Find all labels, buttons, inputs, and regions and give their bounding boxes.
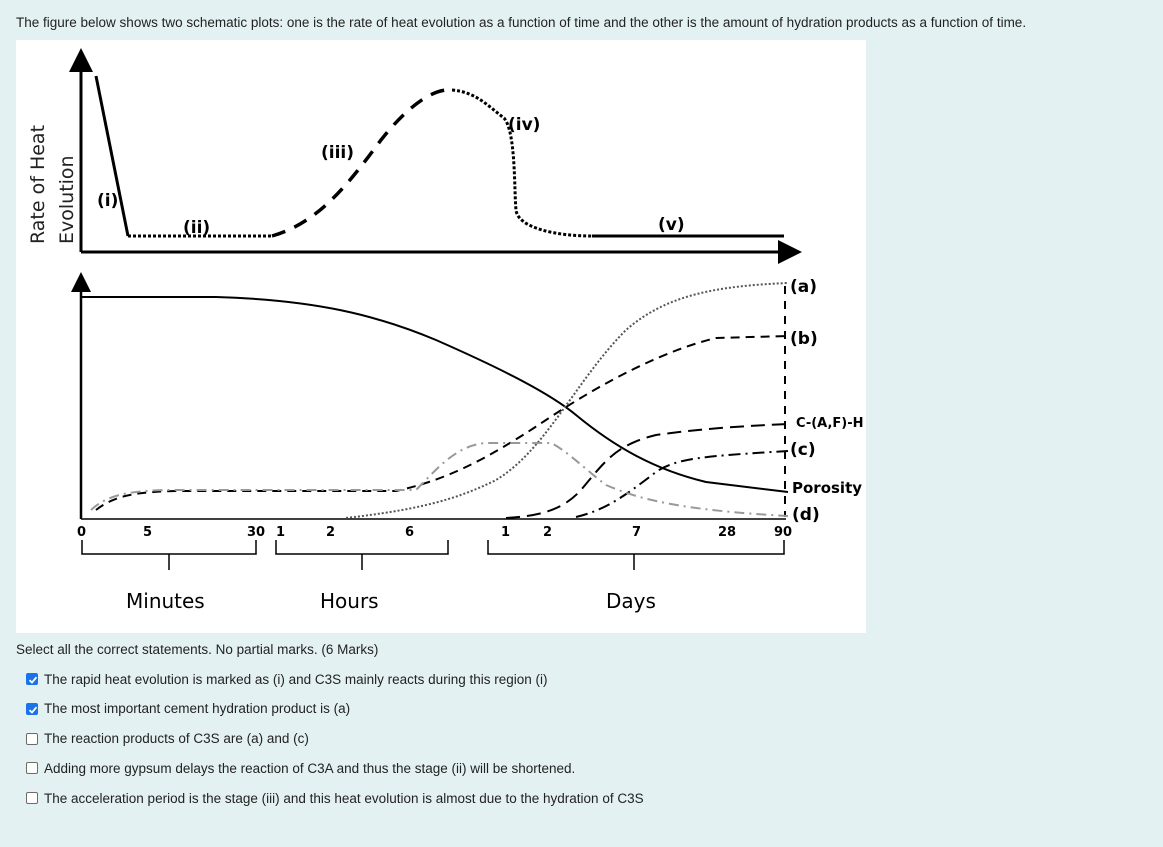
hydration-figure <box>16 40 866 633</box>
curve-c <box>576 451 788 517</box>
option-label: The rapid heat evolution is marked as (i) and C3S mainly reacts during this region (i) <box>44 671 548 687</box>
heat-curve-stage-i <box>96 76 128 236</box>
stage-label-i: (i) <box>97 191 119 211</box>
tick-label: 1 <box>276 525 286 540</box>
option-label: Adding more gypsum delays the reaction of C3A and thus the stage (ii) will be shortened. <box>44 760 576 776</box>
stage-label-iv: (iv) <box>508 115 541 135</box>
option-label: The acceleration period is the stage (iii) and this heat evolution is almost due to the hydration of C3S <box>44 790 644 806</box>
curve-label-b: (b) <box>790 329 818 349</box>
heat-curve-stage-iii <box>272 90 452 236</box>
option-5[interactable] <box>26 789 644 807</box>
brace-days <box>488 540 784 570</box>
option-1[interactable] <box>26 670 644 688</box>
curve-d <box>91 443 788 516</box>
stage-label-v: (v) <box>658 215 685 235</box>
time-unit-minutes: Minutes <box>126 589 205 613</box>
option-label: The reaction products of C3S are (a) and (c) <box>44 731 309 747</box>
checkbox-3[interactable] <box>26 733 38 745</box>
stage-label-iii: (iii) <box>321 143 355 163</box>
checkbox-4[interactable] <box>26 762 38 774</box>
tick-label: 1 <box>501 525 511 540</box>
check-icon <box>28 675 38 685</box>
curve-label-d: (d) <box>792 505 820 525</box>
curve-label-c: (c) <box>790 440 816 460</box>
curve-label-a: (a) <box>790 277 818 297</box>
intro-text: The figure below shows two schematic plots: one is the rate of heat evolution as a function of time and the other is the amount of hydration products as a function of time. <box>16 15 1027 30</box>
porosity-curve <box>81 297 788 492</box>
curve-cafh <box>506 424 788 518</box>
options-list <box>26 670 644 819</box>
tick-label: 2 <box>326 525 336 540</box>
tick-label: 28 <box>718 525 737 540</box>
heat-curve-stage-iv <box>452 90 592 236</box>
tick-label: 6 <box>405 525 415 540</box>
question-prompt: Select all the correct statements. No partial marks. (6 Marks) <box>16 642 379 657</box>
curve-label-porosity: Porosity <box>792 479 863 497</box>
top-y-label-line1: Rate of Heat <box>27 124 49 244</box>
option-label: The most important cement hydration product is (a) <box>44 701 351 717</box>
tick-label: 0 <box>77 525 87 540</box>
stage-label-ii: (ii) <box>183 218 211 238</box>
tick-label: 5 <box>143 525 153 540</box>
tick-label: 2 <box>543 525 553 540</box>
checkbox-1[interactable] <box>26 673 38 685</box>
top-y-label-line2: Evolution <box>56 155 78 244</box>
option-3[interactable] <box>26 730 644 748</box>
check-icon <box>28 705 38 715</box>
tick-label: 30 <box>247 525 266 540</box>
checkbox-2[interactable] <box>26 703 38 715</box>
curve-label-cafh: C-(A,F)-H <box>796 416 864 431</box>
checkbox-5[interactable] <box>26 792 38 804</box>
time-unit-days: Days <box>606 589 656 613</box>
hydration-diagram <box>16 40 866 633</box>
option-2[interactable] <box>26 700 644 718</box>
curve-b <box>96 336 788 510</box>
tick-label: 90 <box>774 525 793 540</box>
time-unit-hours: Hours <box>320 589 379 613</box>
option-4[interactable] <box>26 759 644 777</box>
brace-minutes <box>82 540 256 570</box>
brace-hours <box>276 540 448 570</box>
curve-a <box>346 283 788 518</box>
tick-label: 7 <box>632 525 642 540</box>
